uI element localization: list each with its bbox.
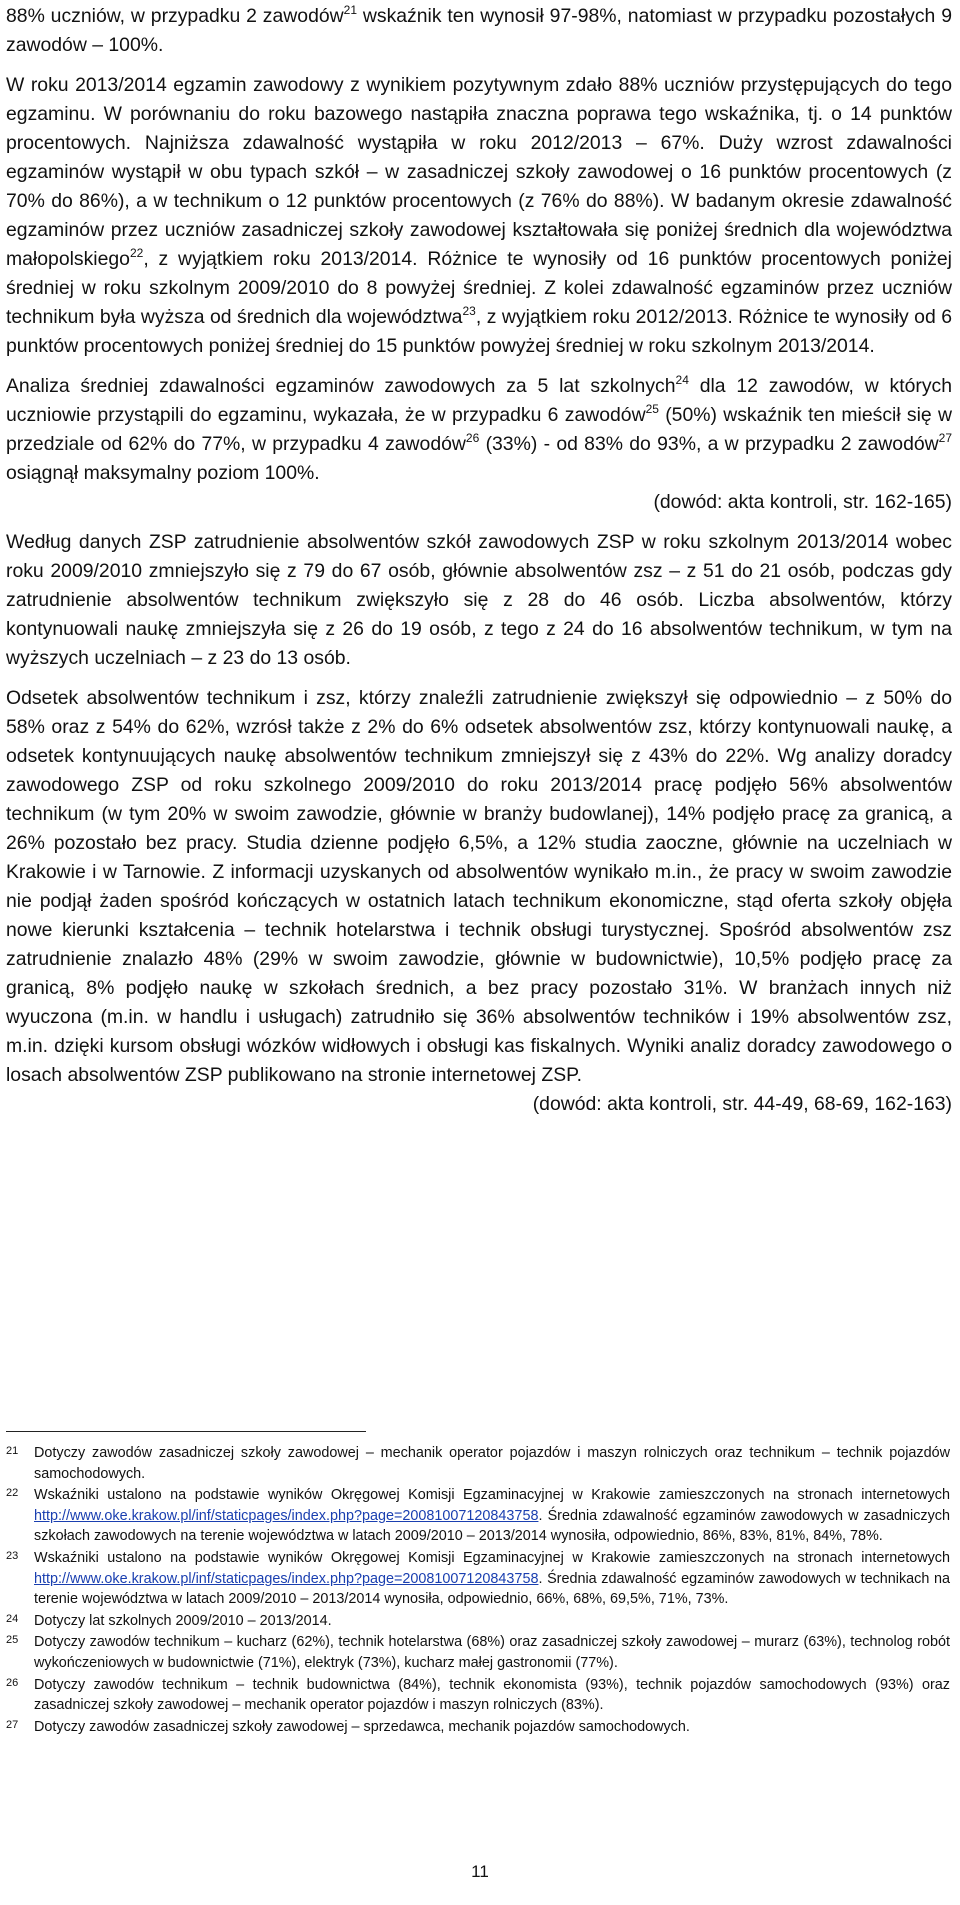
footnote-number: 22	[6, 1487, 19, 1500]
footnote-ref: 21	[343, 3, 357, 17]
footnote-text: Dotyczy zawodów zasadniczej szkoły zawodowej – sprzedawca, mechanik pojazdów samochodowych.	[34, 1718, 690, 1735]
footnote-text: . Średnia zdawalność egzaminów zawodowych w zasadniczych szkołach zawodowych na terenie województwa w latach 2009/2010 – 2013/2014 wynosiła, odpowiednio, 86%, 83%, 81%, 84%, 78%.	[34, 1507, 950, 1545]
text-run: , z wyjątkiem roku 2012/2013. Różnice te wynosiły od 6 punktów procentowych poniżej średniej do 15 punktów powyżej średniej w roku szkolnym 2013/2014.	[6, 306, 952, 357]
footnote-25	[6, 1632, 950, 1673]
paragraph-2	[6, 71, 952, 361]
footnote-22	[6, 1485, 950, 1547]
footnote-number: 25	[6, 1634, 19, 1647]
text-run: (50%) wskaźnik ten mieścił się w przedziale od 62% do 77%, w przypadku 4 zawodów	[6, 404, 952, 455]
footnote-text: Wskaźniki ustalono na podstawie wyników Okręgowej Komisji Egzaminacyjnej w Krakowie zamieszczonych na stronach internetowych	[34, 1549, 950, 1566]
footnote-separator	[6, 1431, 366, 1432]
text-run: 88% uczniów, w przypadku 2 zawodów	[6, 5, 344, 27]
text-run: , z wyjątkiem roku 2013/2014. Różnice te wynosiły od 16 punktów procentowych poniżej średniej w roku szkolnym 2009/2010 do 8 powyżej średniej. Z kolei zdawalność egzaminów przez uczniów technikum była wyższa od średnich dla województwa	[6, 248, 952, 328]
oke-link[interactable]: http://www.oke.krakow.pl/inf/staticpages/index.php?page=20081007120843758	[34, 1570, 539, 1587]
text-run: Analiza średniej zdawalności egzaminów zawodowych za 5 lat szkolnych	[6, 375, 676, 397]
footnote-text: Dotyczy lat szkolnych 2009/2010 – 2013/2014.	[34, 1612, 332, 1629]
footnote-text: Dotyczy zawodów technikum – kucharz (62%), technik hotelarstwa (68%) oraz zasadniczej szkoły zawodowej – murarz (63%), technolog robót wykończeniowych w budownictwie (71%), elektryk (73%), kucharz małej gastronomii (77%).	[34, 1634, 950, 1671]
text-run: dla 12 zawodów, w których uczniowie przystąpili do egzaminu, wykazała, że w przypadku 6 zawodów	[6, 375, 953, 426]
page-number: 11	[471, 1862, 489, 1881]
text-run: wskaźnik ten wynosił 97-98%, natomiast w przypadku pozostałych 9 zawodów – 100%.	[6, 5, 952, 56]
paragraph-5	[6, 684, 952, 1119]
paragraph-3	[6, 372, 952, 517]
footnote-ref: 26	[465, 431, 480, 445]
paragraph-4	[6, 528, 952, 673]
oke-link[interactable]: http://www.oke.krakow.pl/inf/staticpages/index.php?page=20081007120843758	[34, 1507, 539, 1524]
footnote-ref: 24	[675, 373, 689, 387]
text-run: Odsetek absolwentów technikum i zsz, którzy znaleźli zatrudnienie zwiększył się odpowiednio – z 50% do 58% oraz z 54% do 62%, wzrósł także z 2% do 6% odsetek absolwentów zsz, którzy kontynuowali naukę, a odsetek kontynuujących naukę absolwentów technikum zmniejszył się z 43% do 22%. Wg analizy doradcy zawodowego ZSP od roku szkolnego 2009/2010 do roku 2013/2014 pracę podjęło 56% absolwentów technikum (w tym 20% w swoim zawodzie, głównie w branży budowlanej), 14% podjęło pracę za granicą, a 26% pozostało bez pracy. Studia dzienne podjęło 6,5%, a 12% studia zaoczne, głównie na uczelniach w Krakowie i w Tarnowie. Z informacji uzyskanych od absolwentów wynikało m.in., że pracy w swoim zawodzie nie podjął żaden spośród kończących w ostatnich latach technikum ekonomiczne, stąd oferta szkoły objęła nowe kierunki kształcenia – technik hotelarstwa i technik obsługi turystycznej. Spośród absolwentów zsz zatrudnienie znalazło 48% (29% w swoim zawodzie, głównie w budownictwie), 10,5% podjęło pracę za granicą, 8% podjęło naukę w szkołach średnich, a bez pracy pozostało 31%. W branżach innych niż wyuczona (m.in. w handlu i usługach) zatrudniło się 36% absolwentów techników i 19% absolwentów zsz, m.in. dzięki kursom obsługi wózków widłowych i obsługi kas fiskalnych. Wyniki analiz doradcy zawodowego o losach absolwentów ZSP publikowano na stronie internetowej ZSP.	[6, 687, 952, 1086]
footnote-text: Dotyczy zawodów technikum – technik budownictwa (84%), technik ekonomista (93%), technik pojazdów samochodowych (93%) oraz zasadniczej szkoły zawodowej – mechanik operator pojazdów i maszyn rolniczych (83%).	[34, 1676, 950, 1714]
text-run: osiągnął maksymalny poziom 100%.	[6, 462, 320, 484]
footnote-26	[6, 1675, 950, 1716]
footnote-27	[6, 1717, 950, 1738]
footnote-ref: 25	[645, 402, 659, 416]
footnote-text: . Średnia zdawalność egzaminów zawodowych w technikach na terenie województwa w latach 2009/2010 – 2013/2014 wynosiła, odpowiednio, 66%, 68%, 69,5%, 71%, 73%.	[34, 1570, 950, 1608]
footnote-ref: 27	[938, 431, 952, 445]
text-run: Według danych ZSP zatrudnienie absolwentów szkół zawodowych ZSP w roku szkolnym 2013/2014 wobec roku 2009/2010 zmniejszyło się z 79 do 67 osób, głównie absolwentów zsz – z 51 do 21 osób, podczas gdy zatrudnienie absolwentów technikum zwiększyło się z 28 do 46 osób. Liczba absolwentów, którzy kontynuowali naukę zmniejszyła się z 26 do 19 osób, z tego z 24 do 16 absolwentów technikum, w tym na wyższych uczelniach – z 23 do 13 osób.	[6, 531, 952, 669]
footnote-text: Dotyczy zawodów zasadniczej szkoły zawodowej – mechanik operator pojazdów i maszyn rolniczych oraz technikum – technik pojazdów samochodowych.	[34, 1445, 950, 1482]
footnote-21	[6, 1443, 950, 1484]
footnote-number: 23	[6, 1549, 19, 1562]
footnote-24	[6, 1611, 950, 1632]
footnotes	[6, 1443, 950, 1738]
paragraph-1	[6, 2, 952, 60]
footnote-number: 27	[6, 1718, 19, 1731]
footnote-number: 24	[6, 1612, 19, 1625]
footnote-number: 21	[6, 1445, 19, 1457]
footnote-text: Wskaźniki ustalono na podstawie wyników Okręgowej Komisji Egzaminacyjnej w Krakowie zamieszczonych na stronach internetowych	[34, 1487, 950, 1504]
footnote-ref: 22	[129, 246, 144, 260]
evidence-citation: (dowód: akta kontroli, str. 162-165)	[653, 491, 952, 513]
text-run: W roku 2013/2014 egzamin zawodowy z wynikiem pozytywnym zdało 88% uczniów przystępujących do tego egzaminu. W porównaniu do roku bazowego nastąpiła znaczna poprawa tego wskaźnika, tj. o 14 punktów procentowych. Najniższa zdawalność wystąpiła w roku 2012/2013 – 67%. Duży wzrost zdawalności egzaminów wystąpił w obu typach szkół – w zasadniczej szkoły zawodowej o 16 punktów procentowych (z 70% do 86%), a w technikum o 12 punktów procentowych (z 76% do 88%). W badanym okresie zdawalność egzaminów przez uczniów zasadniczej szkoły zawodowej kształtowała się poniżej średnich dla województwa małopolskiego	[6, 74, 952, 270]
evidence-citation: (dowód: akta kontroli, str. 44-49, 68-69, 162-163)	[532, 1093, 952, 1115]
footnote-ref: 23	[462, 304, 476, 318]
main-text	[6, 0, 952, 1119]
footnote-23	[6, 1548, 950, 1610]
text-run: (33%) - od 83% do 93%, a w przypadku 2 zawodów	[479, 433, 939, 455]
footnote-number: 26	[6, 1676, 19, 1689]
